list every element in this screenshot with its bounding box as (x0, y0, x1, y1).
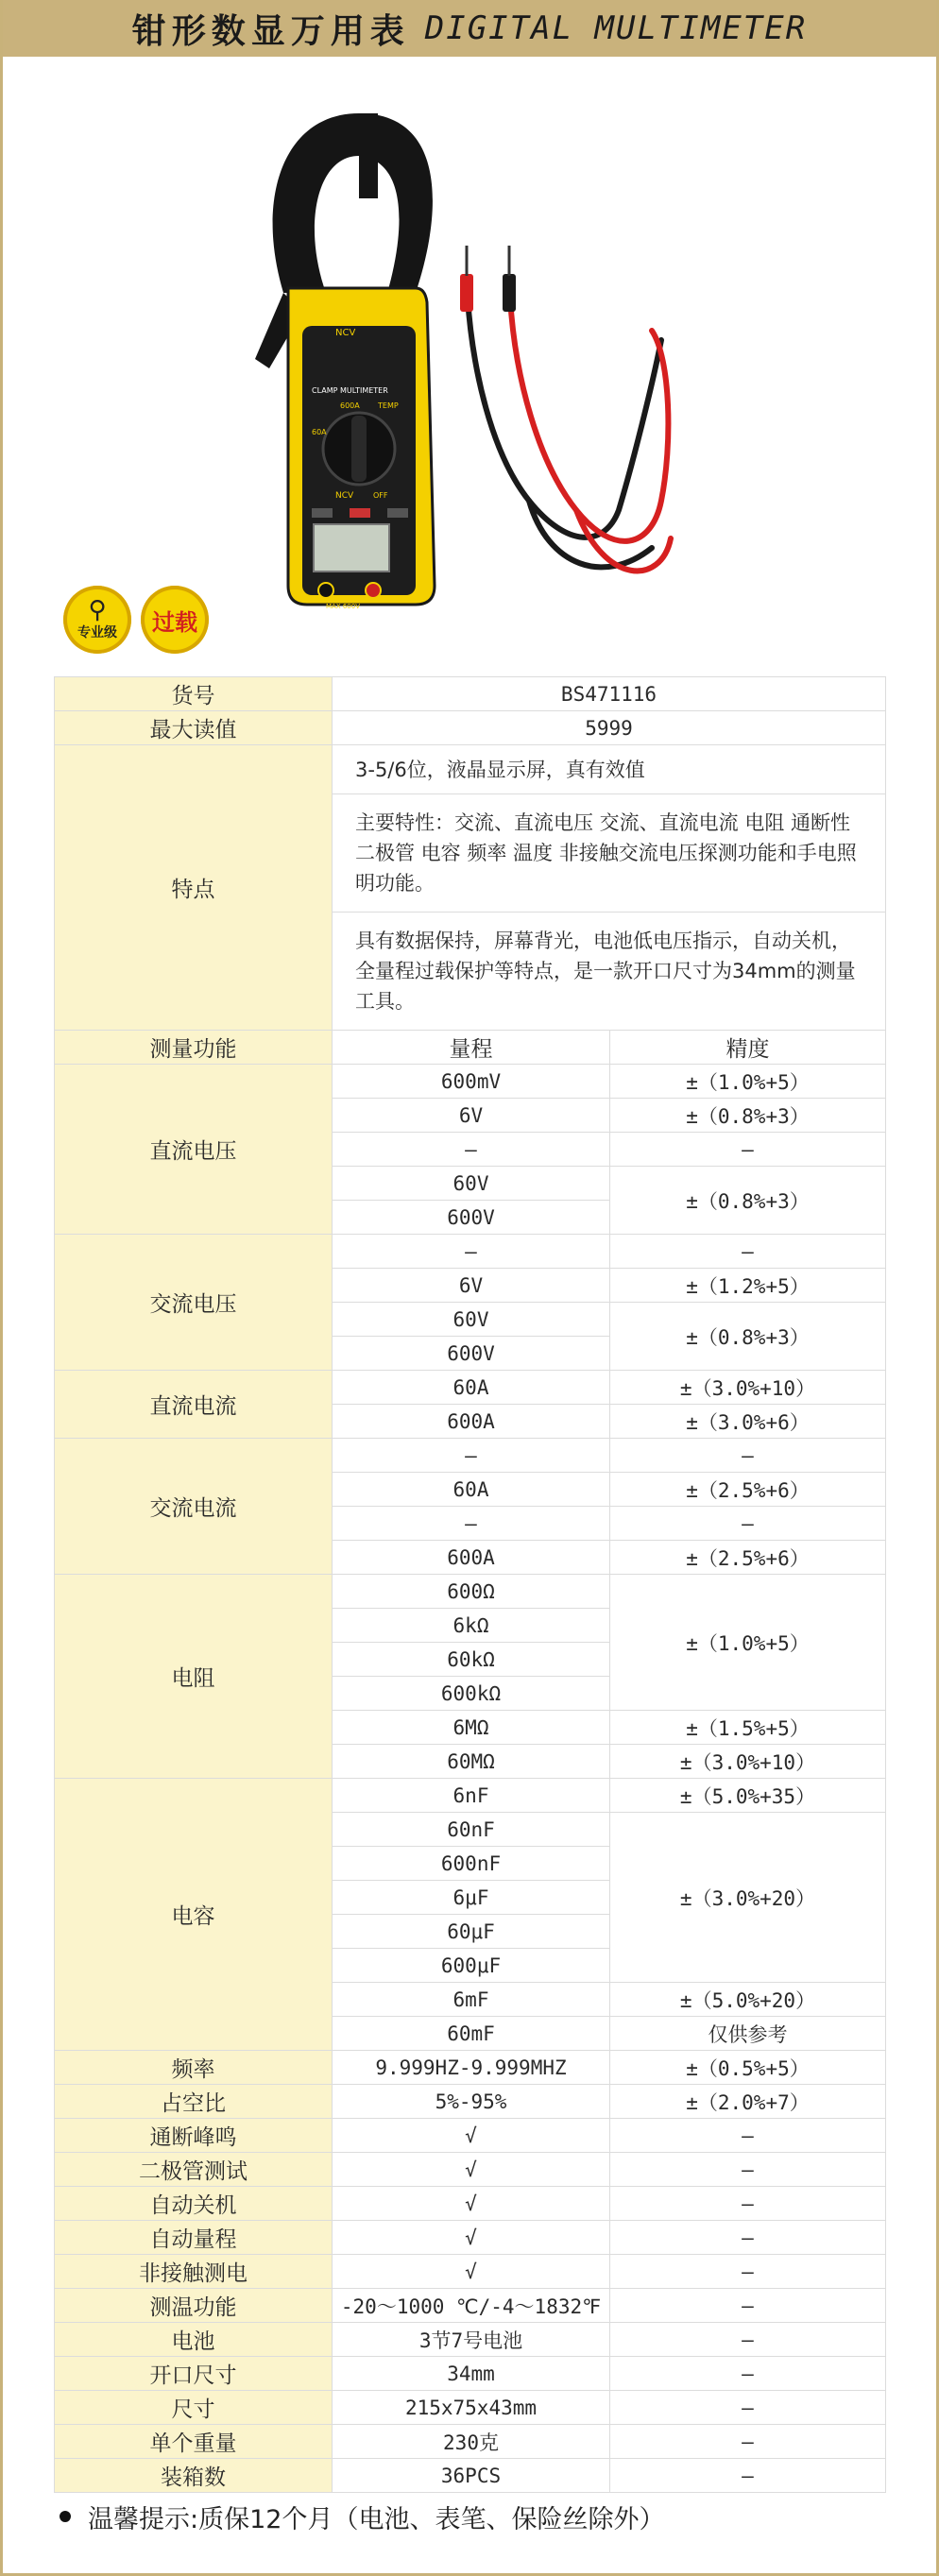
accuracy-cell: – (610, 1507, 886, 1541)
acv-label: 交流电压 (55, 1235, 333, 1371)
accuracy-cell: ±（0.8%+3） (610, 1099, 886, 1133)
range-cell: 36PCS (333, 2459, 610, 2493)
carton-qty-label: 装箱数 (55, 2459, 333, 2493)
dial-temp-label: TEMP (378, 401, 399, 410)
range-cell: 5%-95% (333, 2085, 610, 2119)
temperature-label: 测温功能 (55, 2289, 333, 2323)
range-cell: 60V (333, 1303, 610, 1337)
table-row (55, 1065, 886, 1099)
overload-badge (141, 586, 209, 654)
item-no-value: BS471116 (333, 677, 886, 711)
range-cell: 6mF (333, 1983, 610, 2017)
accuracy-cell: ±（3.0%+6） (610, 1405, 886, 1439)
range-cell: 60MΩ (333, 1745, 610, 1779)
range-cell: – (333, 1439, 610, 1473)
table-row (55, 2119, 886, 2153)
table-row (55, 2425, 886, 2459)
range-cell: 6μF (333, 1881, 610, 1915)
auto-power-off-label: 自动关机 (55, 2187, 333, 2221)
clamp-meter-illustration (0, 57, 939, 671)
title-chinese: 钳形数显万用表 (131, 11, 410, 51)
range-cell: 60V (333, 1167, 610, 1201)
table-row (55, 677, 886, 711)
dial-60a-label: 60A (312, 428, 327, 436)
accuracy-cell: – (610, 2323, 886, 2357)
range-cell: 34mm (333, 2357, 610, 2391)
duty-cycle-label: 占空比 (55, 2085, 333, 2119)
range-cell: 6MΩ (333, 1711, 610, 1745)
pro-grade-label: 专业级 (77, 625, 117, 640)
features-label: 特点 (55, 745, 333, 1031)
table-row (55, 1439, 886, 1473)
accuracy-cell: ±（3.0%+20） (610, 1813, 886, 1983)
table-row (55, 1779, 886, 1813)
battery-label: 电池 (55, 2323, 333, 2357)
accuracy-cell: – (610, 2459, 886, 2493)
range-cell: 215x75x43mm (333, 2391, 610, 2425)
ncv-label: 非接触测电 (55, 2255, 333, 2289)
range-cell: 6V (333, 1269, 610, 1303)
max-reading-value: 5999 (333, 711, 886, 745)
range-cell: 60kΩ (333, 1643, 610, 1677)
resistance-label: 电阻 (55, 1575, 333, 1779)
range-cell: 60A (333, 1371, 610, 1405)
range-cell: 600V (333, 1201, 610, 1235)
dial-off-label: OFF (373, 491, 388, 500)
accuracy-cell: – (610, 2119, 886, 2153)
accuracy-cell: – (610, 2255, 886, 2289)
auto-range-label: 自动量程 (55, 2221, 333, 2255)
accuracy-cell: ±（5.0%+20） (610, 1983, 886, 2017)
max-reading-label: 最大读值 (55, 711, 333, 745)
accuracy-cell: – (610, 2289, 886, 2323)
accuracy-cell: – (610, 1235, 886, 1269)
range-cell: √ (333, 2119, 610, 2153)
max-voltage-label: MAX 600V (326, 603, 360, 610)
accuracy-cell: ±（2.5%+6） (610, 1541, 886, 1575)
range-cell: -20～1000 ℃/-4～1832℉ (333, 2289, 610, 2323)
range-cell: 6nF (333, 1779, 610, 1813)
test-leads (468, 298, 671, 571)
range-cell: – (333, 1507, 610, 1541)
accuracy-cell: ±（1.2%+5） (610, 1269, 886, 1303)
product-image-area (0, 57, 939, 671)
range-cell: 6V (333, 1099, 610, 1133)
accuracy-cell: – (610, 2357, 886, 2391)
accuracy-cell: – (610, 2221, 886, 2255)
title-banner (3, 0, 936, 57)
lcd-display (314, 524, 389, 571)
table-row (55, 2051, 886, 2085)
accuracy-cell: ±（2.5%+6） (610, 1473, 886, 1507)
table-row (55, 2255, 886, 2289)
pro-grade-badge (63, 586, 131, 654)
accuracy-cell: ±（1.5%+5） (610, 1711, 886, 1745)
table-row (55, 711, 886, 745)
range-cell: 60mF (333, 2017, 610, 2051)
model-label: CLAMP MULTIMETER (312, 386, 388, 395)
dial-600a-label: 600A (340, 401, 360, 410)
table-row (55, 2357, 886, 2391)
aca-label: 交流电流 (55, 1439, 333, 1575)
range-cell: 600Ω (333, 1575, 610, 1609)
diode-label: 二极管测试 (55, 2153, 333, 2187)
capacitance-label: 电容 (55, 1779, 333, 2051)
accuracy-cell: – (610, 2391, 886, 2425)
size-label: 尺寸 (55, 2391, 333, 2425)
range-cell: 60nF (333, 1813, 610, 1847)
range-cell: √ (333, 2153, 610, 2187)
accuracy-cell: ±（1.0%+5） (610, 1575, 886, 1711)
range-cell: √ (333, 2221, 610, 2255)
warranty-tip (54, 2498, 885, 2535)
range-cell: 600nF (333, 1847, 610, 1881)
magnifier-icon: ⚲ (88, 596, 107, 624)
range-cell: 600mV (333, 1065, 610, 1099)
table-row (55, 1575, 886, 1609)
range-cell: 3节7号电池 (333, 2323, 610, 2357)
warranty-text: 温馨提示:质保12个月（电池、表笔、保险丝除外） (88, 2504, 665, 2534)
accuracy-cell: ±（1.0%+5） (610, 1065, 886, 1099)
dca-label: 直流电流 (55, 1371, 333, 1439)
range-cell: 9.999HZ-9.999MHZ (333, 2051, 610, 2085)
frequency-label: 频率 (55, 2051, 333, 2085)
spec-table (54, 676, 886, 2493)
table-row (55, 2459, 886, 2493)
dial-ncv-label: NCV (335, 491, 354, 501)
table-header-row (55, 1031, 886, 1065)
range-cell: 600A (333, 1405, 610, 1439)
ncv-label: NCV (335, 328, 356, 338)
table-row (55, 1371, 886, 1405)
accuracy-cell: ±（3.0%+10） (610, 1745, 886, 1779)
range-cell: – (333, 1133, 610, 1167)
title-english: DIGITAL MULTIMETER (424, 9, 808, 47)
table-row (55, 2289, 886, 2323)
continuity-label: 通断峰鸣 (55, 2119, 333, 2153)
overload-icon: 过载 (152, 608, 197, 636)
table-row (55, 2391, 886, 2425)
range-header: 量程 (333, 1031, 610, 1065)
feature-line-1: 3-5/6位，液晶显示屏，真有效值 (333, 745, 886, 794)
accuracy-cell: ±（5.0%+35） (610, 1779, 886, 1813)
jaw-opening-label: 开口尺寸 (55, 2357, 333, 2391)
weight-label: 单个重量 (55, 2425, 333, 2459)
range-cell: √ (333, 2255, 610, 2289)
accuracy-cell: – (610, 2187, 886, 2221)
range-cell: √ (333, 2187, 610, 2221)
range-cell: 600A (333, 1541, 610, 1575)
feature-line-2: 主要特性：交流、直流电压 交流、直流电流 电阻 通断性 二极管 电容 频率 温度 非接触交流电压探测功能和手电照明功能。 (333, 794, 886, 913)
clamp-jaw (273, 113, 433, 293)
accuracy-cell: ±（0.5%+5） (610, 2051, 886, 2085)
range-cell: 230克 (333, 2425, 610, 2459)
feature-line-3: 具有数据保持，屏幕背光，电池低电压指示，自动关机，全量程过载保护等特点，是一款开口尺寸为34mm的测量工具。 (333, 913, 886, 1031)
range-cell: 600V (333, 1337, 610, 1371)
accuracy-cell: – (610, 1133, 886, 1167)
table-row (55, 2187, 886, 2221)
table-row (55, 1235, 886, 1269)
accuracy-cell: – (610, 1439, 886, 1473)
range-cell: 6kΩ (333, 1609, 610, 1643)
range-cell: – (333, 1235, 610, 1269)
accuracy-cell: 仅供参考 (610, 2017, 886, 2051)
table-row (55, 2323, 886, 2357)
accuracy-cell: ±（2.0%+7） (610, 2085, 886, 2119)
accuracy-cell: – (610, 2425, 886, 2459)
table-row (55, 2221, 886, 2255)
range-cell: 600kΩ (333, 1677, 610, 1711)
table-row (55, 2153, 886, 2187)
range-cell: 600μF (333, 1949, 610, 1983)
accuracy-cell: – (610, 2153, 886, 2187)
accuracy-header: 精度 (610, 1031, 886, 1065)
table-row (55, 2085, 886, 2119)
bullet-icon (60, 2511, 71, 2522)
accuracy-cell: ±（3.0%+10） (610, 1371, 886, 1405)
range-cell: 60μF (333, 1915, 610, 1949)
function-header: 测量功能 (55, 1031, 333, 1065)
item-no-label: 货号 (55, 677, 333, 711)
dcv-label: 直流电压 (55, 1065, 333, 1235)
table-row (55, 745, 886, 794)
range-cell: 60A (333, 1473, 610, 1507)
accuracy-cell: ±（0.8%+3） (610, 1303, 886, 1371)
accuracy-cell: ±（0.8%+3） (610, 1167, 886, 1235)
